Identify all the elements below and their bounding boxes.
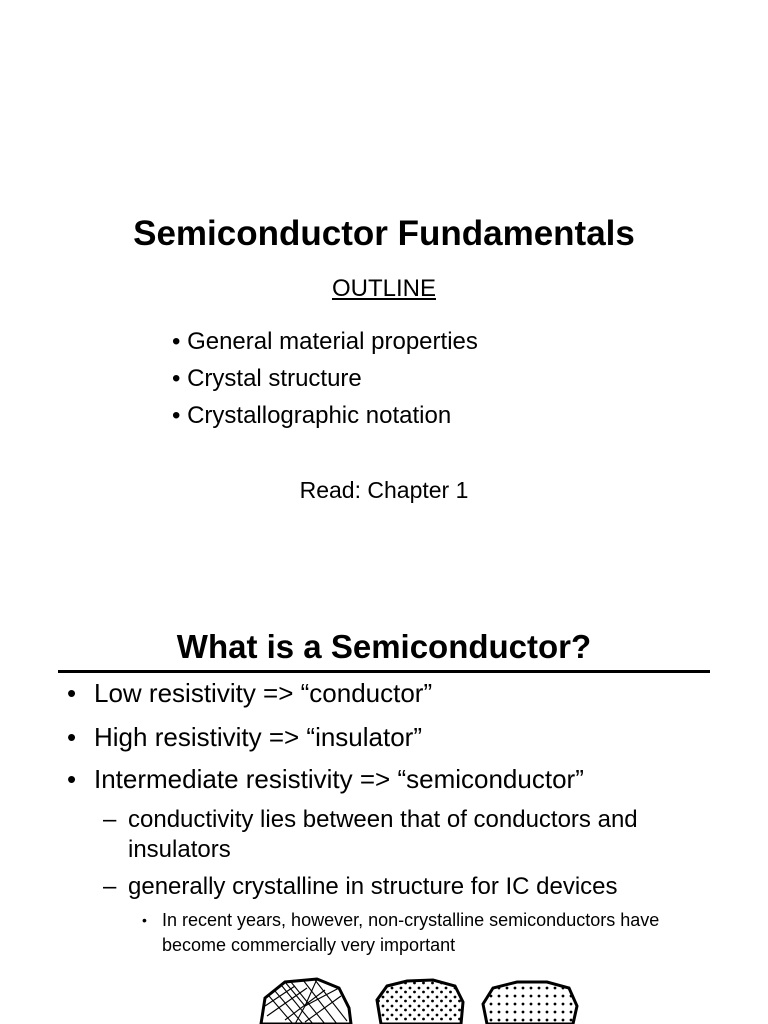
crystalline-icon <box>483 982 577 1024</box>
amorphous-icon <box>377 980 463 1024</box>
dash-marker: – <box>103 806 117 833</box>
page-title: Semiconductor Fundamentals <box>133 214 635 253</box>
bullet-text: Intermediate resistivity => “semiconductor” <box>94 764 584 794</box>
sub-bullet-text: generally crystalline in structure for IC devices <box>128 873 618 900</box>
reading-assignment: Read: Chapter 1 <box>299 477 469 503</box>
outline-heading: OUTLINE <box>331 275 436 302</box>
bullet-marker: • <box>67 678 77 708</box>
title-divider <box>58 670 710 673</box>
outline-item: • Crystal structure <box>172 365 362 392</box>
polycrystalline-icon <box>261 979 351 1024</box>
sub-sub-bullet-text: In recent years, however, non-crystalline semiconductors have become commercially very important <box>162 910 660 955</box>
outline-item: • General material properties <box>172 328 478 355</box>
crystal-figures <box>255 976 585 1024</box>
outline-item: • Crystallographic notation <box>172 402 452 429</box>
bullet-text: Low resistivity => “conductor” <box>94 678 433 708</box>
slide-title: What is a Semiconductor? <box>176 628 592 665</box>
bullet-marker: • <box>67 722 77 752</box>
sub-bullet-text: conductivity lies between that of conductors and insulators <box>128 806 638 863</box>
bullet-marker: • <box>142 912 147 928</box>
bullet-text: High resistivity => “insulator” <box>94 722 422 752</box>
bullet-marker: • <box>67 764 77 794</box>
dash-marker: – <box>103 873 117 900</box>
